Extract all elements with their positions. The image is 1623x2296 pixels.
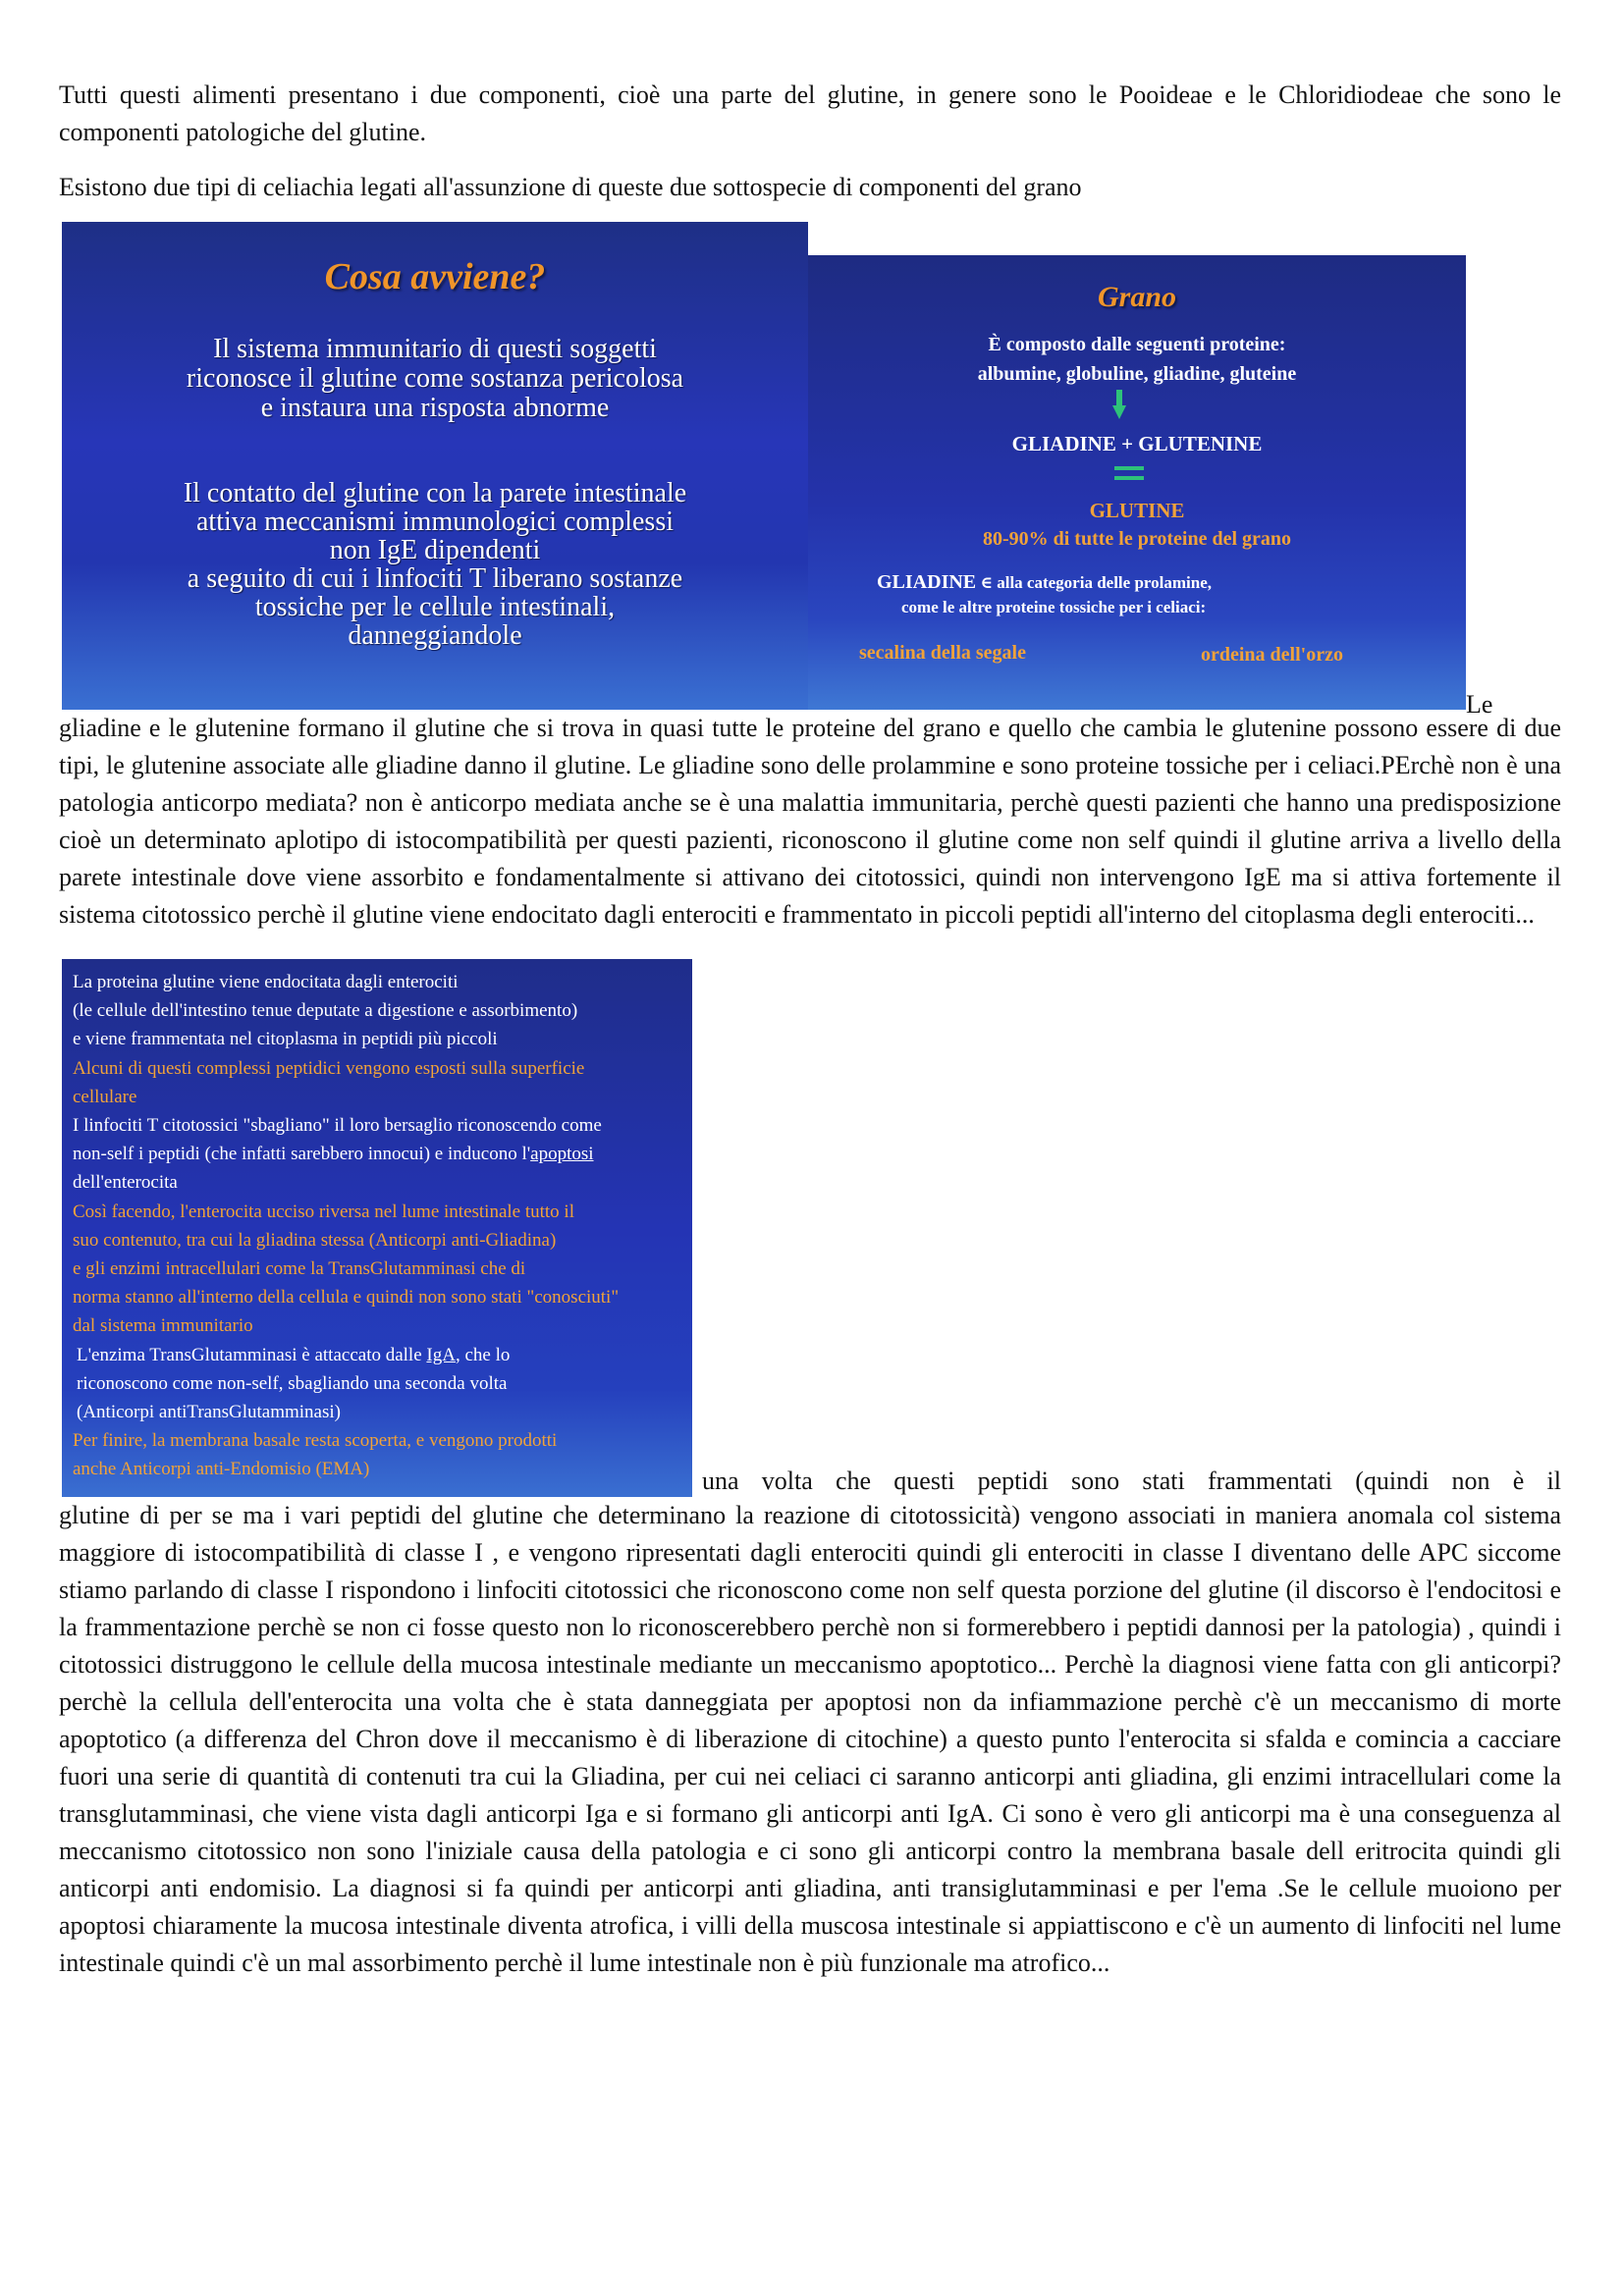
gliadine-line-2: come le altre proteine tossiche per i celiaci: [901, 598, 1207, 616]
paragraph-3: gliadine e le glutenine formano il glutine che si trova in quasi tutte le proteine del grano e quello che cambia le glutenine possono essere di due tipi, le glutenine associate alle gliadine danno il glutine. Le gliadine sono delle prolammine e sono proteine tossiche per i celiaci.PErchè non è una patologia anticorpo mediata? non è anticorpo mediata anche se è una malattia immunitaria, perchè questi pazienti che hanno una predisposizione cioè un determinato aplotipo di istocompatibilità per questi pazienti, riconoscono il glutine come non self quindi il glutine arriva a livello della parete intestinale dove viene assorbito e fondamentalmente si attivano dei citotossici, quindi non intervengono IgE ma si attiva fortemente il sistema citotossico perchè il glutine viene endocitato dagli enterociti e frammentato in piccoli peptidi all'interno del citoplasma degli enterociti... [59, 714, 1561, 929]
slide-gliadine-text [877, 571, 1446, 617]
paragraph-2: Esistono due tipi di celiachia legati all'assunzione di queste due sottospecie di componenti del grano [59, 173, 1082, 201]
slide-grano [808, 255, 1466, 710]
paragraph-1: Tutti questi alimenti presentano i due componenti, cioè una parte del glutine, in genere sono le Pooideae e le Chloridiodeae che sono le componenti patologiche del glutine. [59, 80, 1561, 146]
slide-glutine-percent: 80-90% di tutte le proteine del grano [982, 528, 1292, 550]
gliadine-line-1: alla categoria delle prolamine, [997, 573, 1212, 592]
slide-meccanismo [62, 959, 692, 1497]
slide-composition-text: È composto dalle seguenti proteine: albumine, globuline, gliadine, gluteine [977, 334, 1297, 385]
slide-line: suo contenuto, tra cui la gliadina stessa (Anticorpi anti-Gliadina) [73, 1229, 557, 1251]
slide-line: I linfociti T citotossici "sbagliano" il loro bersaglio riconoscendo come [73, 1115, 602, 1137]
document-page [59, 77, 1561, 1982]
slide-text-block: Il sistema immunitario di questi soggetti riconosce il glutine come sostanza pericolosa e instaura una risposta abnorme [186, 334, 684, 423]
slide-text: , che lo [455, 1344, 511, 1365]
slide-line: (Anticorpi antiTransGlutamminasi) [77, 1402, 341, 1423]
arrow-down-icon [1112, 390, 1126, 419]
slide-line: (le cellule dell'intestino tenue deputate a digestione e assorbimento) [73, 1000, 578, 1022]
slide-line: Alcuni di questi complessi peptidici vengono esposti sulla superficie [73, 1057, 585, 1079]
slides-row [59, 222, 1561, 719]
slide-line: anche Anticorpi anti-Endomisio (EMA) [73, 1459, 370, 1480]
slide-line: cellulare [73, 1086, 137, 1107]
slide-text: L'enzima TransGlutamminasi è attaccato dalle [77, 1344, 427, 1365]
slide-glutine: GLUTINE [1089, 499, 1185, 522]
iga-link[interactable]: IgA [426, 1344, 456, 1365]
paragraph-4: glutine di per se ma i vari peptidi del glutine che determinano la reazione di citotossicità) vengono associati in maniera anomala col sistema maggiore di istocompatibilità di classe I , e vengono ripresentati dagli enterociti quindi gli enterociti in classe I diventano delle APC siccome stiamo parlando di classe I rispondono i linfociti citotossici che riconoscono come non self questa porzione del glutine (il discorso è l'endocitosi e la frammentazione perchè se non ci fosse questo non lo riconoscerebbero perchè non si formerebbero i peptidi dannosi per la patologia) , quindi i citotossici distruggono le cellule della mucosa intestinale mediante un meccanismo apoptotico... Perchè la diagnosi viene fatta con gli anticorpi? perchè la cellula dell'enterocita una volta che è stata danneggiata per apoptosi non da infiammazione perchè c'è un meccanismo di morte apoptotico (a differenza del Chron dove il meccanismo è di liberazione di citochine) a questo punto l'enterocita si sfalda e comincia a cacciare fuori una serie di quantità di contenuti tra cui la Gliadina, per cui nei celiaci ci saranno anticorpi anti gliadina, gli enzimi intracellulari come la transglutamminasi, che viene vista dagli anticorpi Iga e si formano gli anticorpi anti IgA. Ci sono è vero gli anticorpi ma è una conseguenza al meccanismo citotossico non sono l'iniziale causa della patologia e ci sono gli anticorpi contro la membrana basale dell eritrocita quindi gli anticorpi anti endomisio. La diagnosi si fa quindi per anticorpi anti gliadina, anti transiglutamminasi e per l'ema .Se le cellule muoiono per apoptosi chiaramente la mucosa intestinale diventa atrofica, i villi della muscosa intestinale si appiattiscono e c'è un aumento di linfociti nel lume intestinale quindi c'è un mal assorbimento perchè il lume intestinale non è più funzionale ma atrofico... [59, 1501, 1561, 1977]
slide3-row [59, 959, 1561, 1497]
slide-line [73, 1341, 686, 1369]
slide-title: Grano [1097, 281, 1177, 313]
equals-icon [1114, 466, 1144, 481]
slide-gliadine-glutenine: GLIADINE + GLUTENINE [1011, 432, 1263, 455]
belongs-symbol: ∈ [980, 573, 993, 592]
slide-line [73, 1140, 686, 1168]
slide-segale: secalina della segale [859, 642, 1026, 664]
slide-cosa-avviene [62, 222, 808, 710]
slide-text-block: Il contatto del glutine con la parete intestinale attiva meccanismi immunologici complessi non IgE dipendenti a seguito di cui i linfociti T liberano sostanze tossiche per le cellule intestinali, danneggiandole [183, 478, 687, 651]
inline-text: una volta che questi peptidi sono stati frammentati (quindi non è il [702, 1467, 1561, 1495]
apoptosi-link[interactable]: apoptosi [530, 1144, 594, 1165]
slide-text: non-self i peptidi (che infatti sarebbero innocui) e inducono l' [73, 1144, 531, 1165]
gliadine-word: GLIADINE [877, 571, 977, 593]
slide-line: dal sistema immunitario [73, 1315, 253, 1337]
slide-orzo: ordeina dell'orzo [1201, 644, 1343, 666]
slide-line: Così facendo, l'enterocita ucciso riversa nel lume intestinale tutto il [73, 1201, 574, 1222]
inline-text: Le [1466, 690, 1493, 719]
slide-line: Per finire, la membrana basale resta scoperta, e vengono prodotti [73, 1430, 558, 1452]
slide-line: dell'enterocita [73, 1172, 178, 1194]
slide-title: Cosa avviene? [324, 256, 546, 297]
slide-line: norma stanno all'interno della cellula e quindi non sono stati "conosciuti" [73, 1287, 620, 1308]
slide-line: e gli enzimi intracellulari come la TransGlutamminasi che di [73, 1258, 526, 1280]
slide-line: La proteina glutine viene endocitata dagli enterociti [73, 972, 459, 992]
slide-line: e viene frammentata nel citoplasma in peptidi più piccoli [73, 1029, 498, 1050]
slide-line: riconoscono come non-self, sbagliando una seconda volta [77, 1372, 508, 1394]
